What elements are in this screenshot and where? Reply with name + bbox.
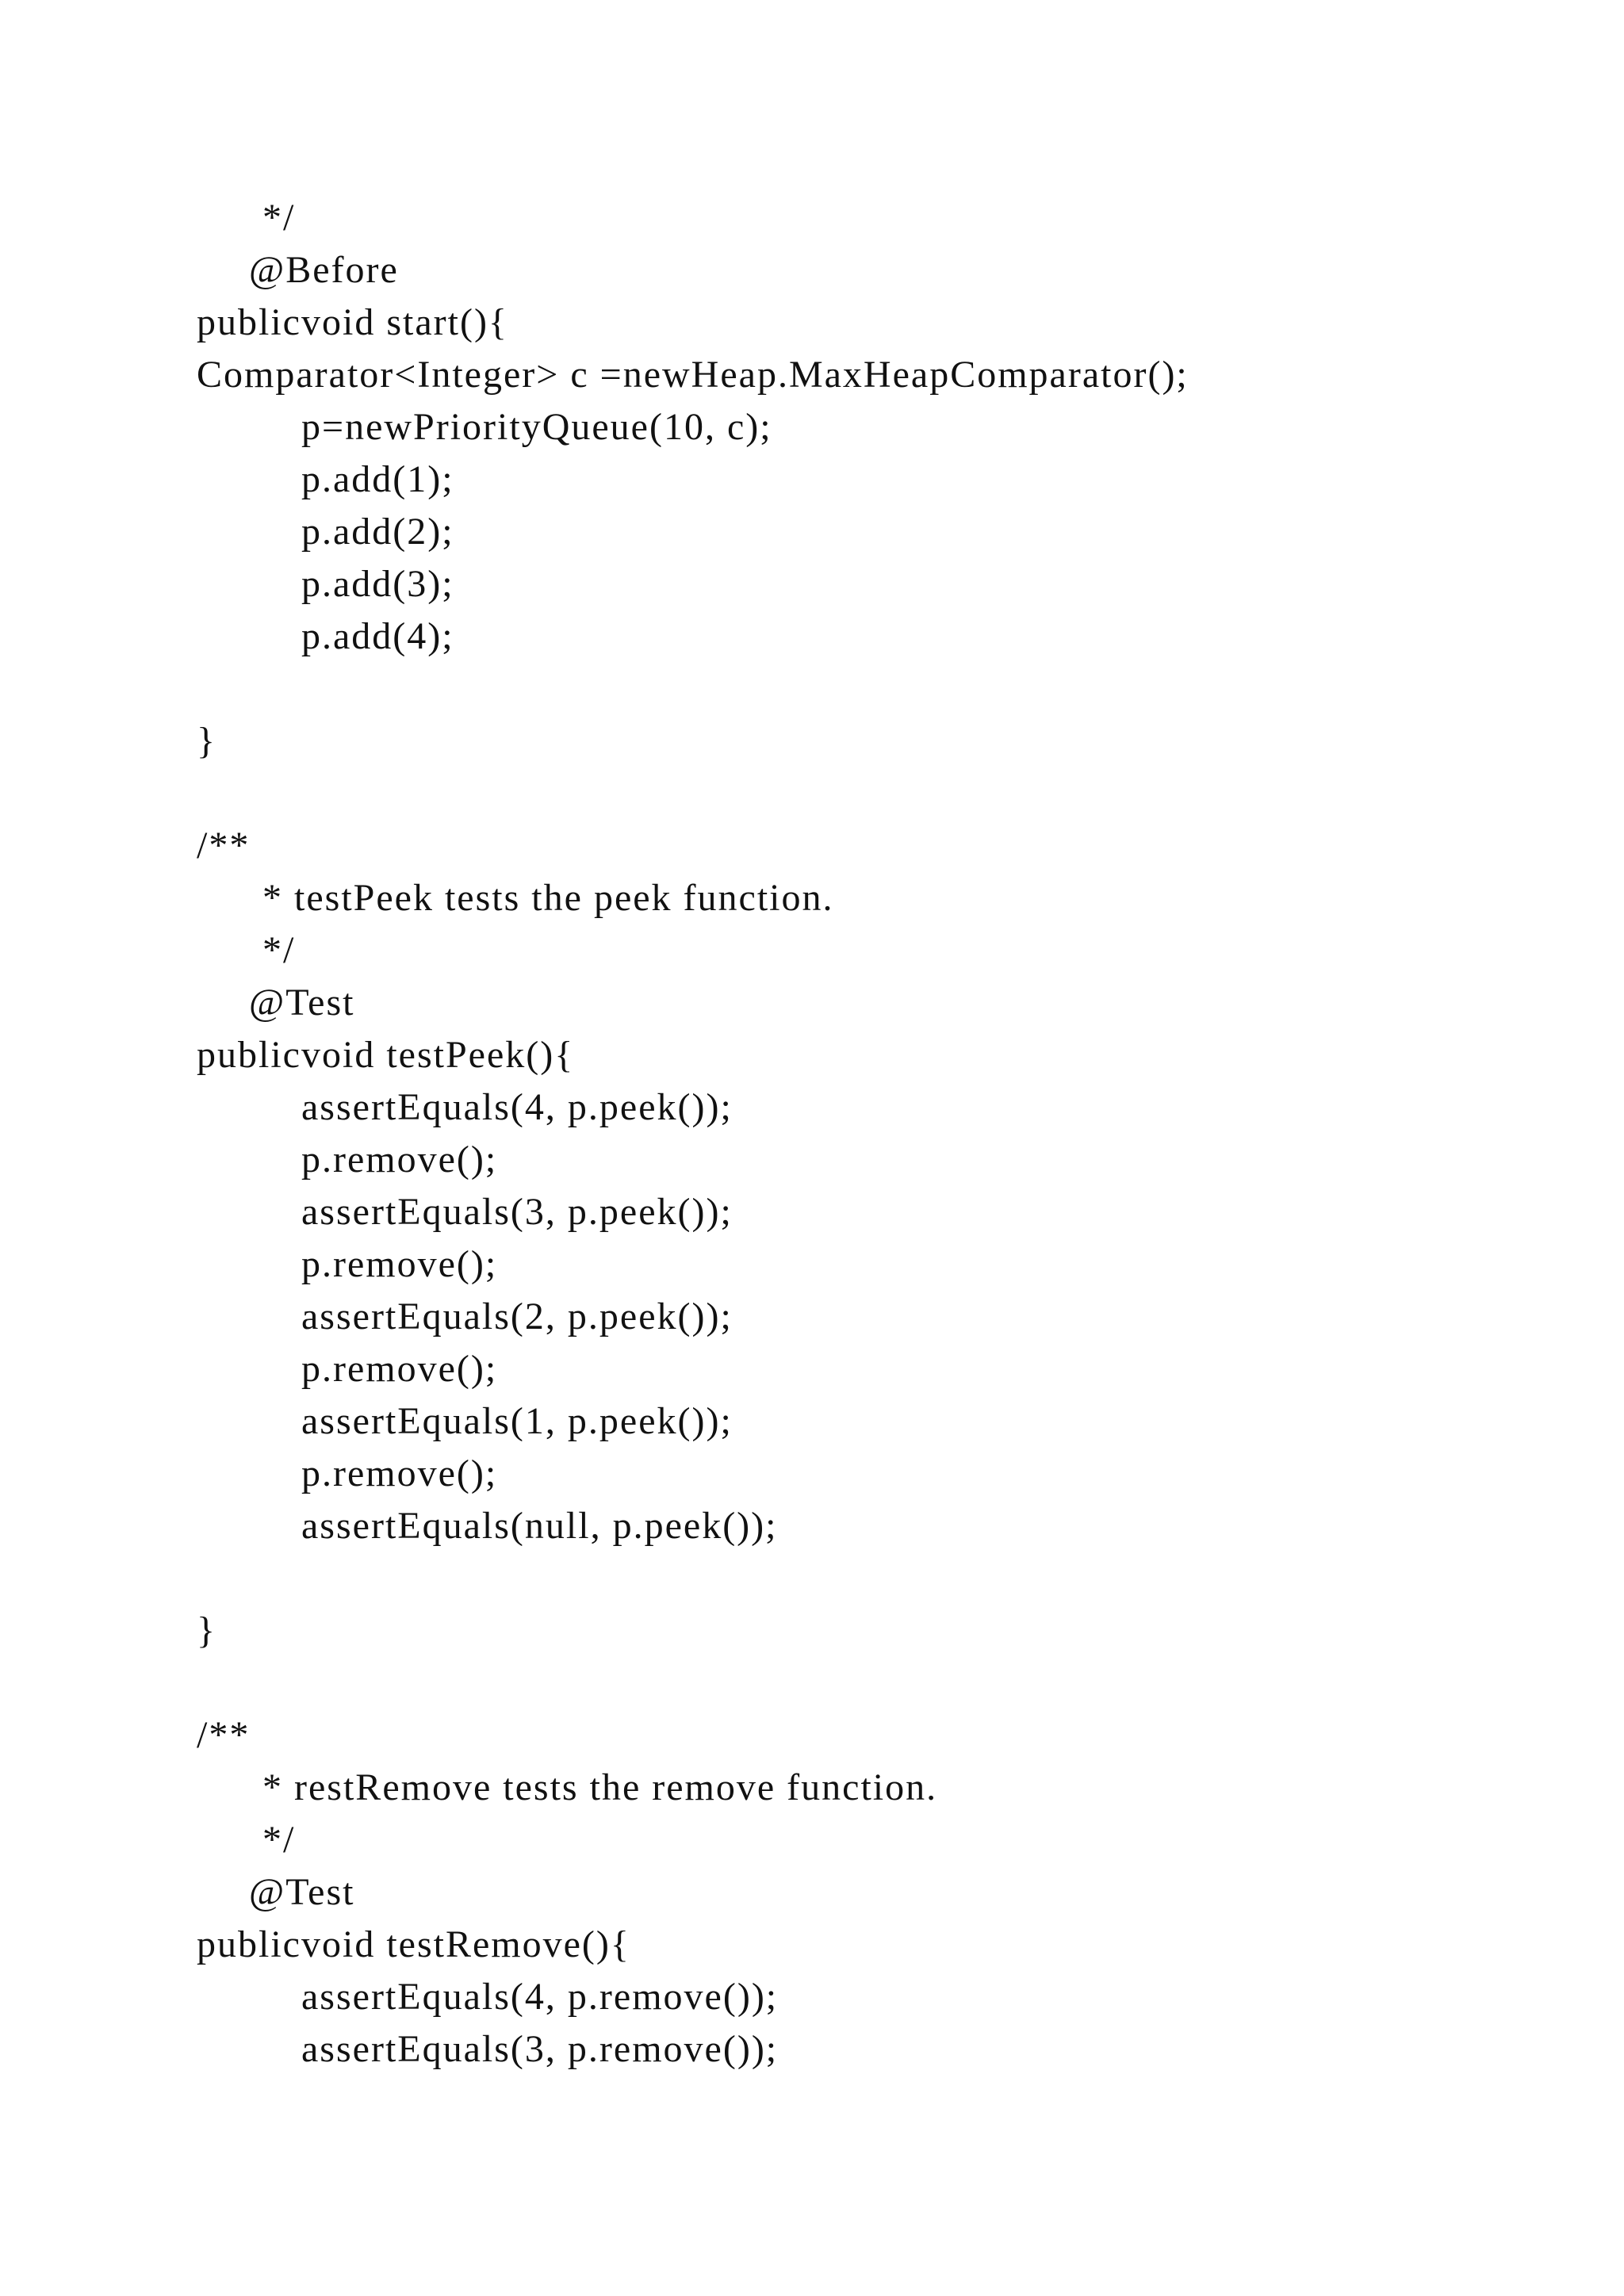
annotation-test: @Test [249,1871,355,1913]
code-line: p.remove(); [301,1348,498,1390]
code-line: assertEquals(3, p.peek()); [301,1191,733,1233]
comment-text: * testPeek tests the peek function. [262,877,834,919]
comment-end: */ [262,1819,296,1861]
code-line: p.add(4); [301,615,454,657]
code-line: assertEquals(4, p.remove()); [301,1976,779,2018]
method-signature-testpeek: publicvoid testPeek(){ [197,1034,575,1076]
comment-text: * restRemove tests the remove function. [262,1766,938,1808]
method-signature-start: publicvoid start(){ [197,301,508,343]
closing-brace: } [197,720,217,762]
code-line: p.remove(); [301,1138,498,1181]
code-line: assertEquals(4, p.peek()); [301,1086,733,1128]
code-line: assertEquals(3, p.remove()); [301,2028,779,2070]
closing-brace: } [197,1609,217,1651]
code-line: p.add(3); [301,563,454,605]
code-line: Comparator<Integer> c =newHeap.MaxHeapComparator(); [197,354,1189,396]
comment-start: /** [197,1714,251,1756]
code-line: assertEquals(null, p.peek()); [301,1505,778,1547]
annotation-test: @Test [249,982,355,1024]
code-line: p.add(2); [301,511,454,553]
code-line: p=newPriorityQueue(10, c); [301,406,772,448]
comment-end: */ [262,197,296,239]
code-line: assertEquals(2, p.peek()); [301,1295,733,1337]
annotation-before: @Before [249,249,399,291]
method-signature-testremove: publicvoid testRemove(){ [197,1923,630,1965]
comment-end: */ [262,929,296,971]
comment-start: /** [197,825,251,867]
code-line: p.remove(); [301,1243,498,1285]
code-line: assertEquals(1, p.peek()); [301,1400,733,1442]
code-line: p.remove(); [301,1452,498,1494]
code-line: p.add(1); [301,458,454,500]
